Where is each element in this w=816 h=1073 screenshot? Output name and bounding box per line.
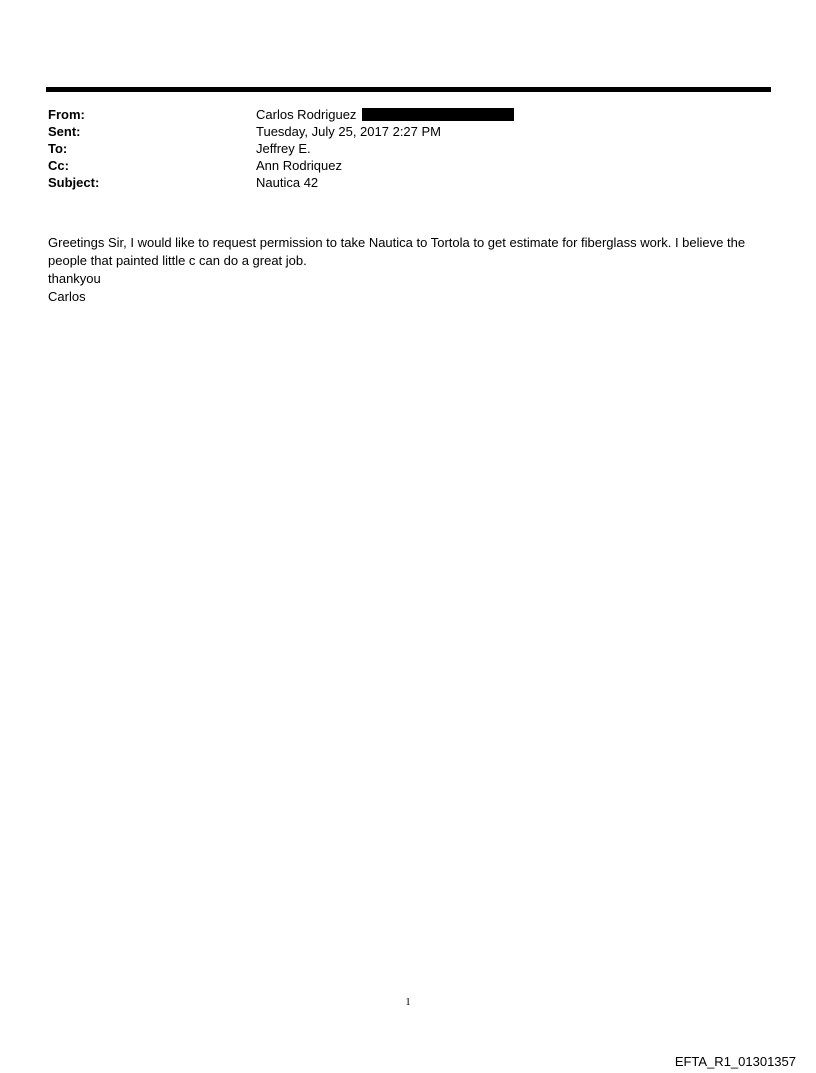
document-id: EFTA_R1_01301357 — [674, 1054, 796, 1069]
body-signature: Carlos — [48, 289, 86, 304]
cc-label: Cc: — [48, 158, 69, 173]
sent-value: Tuesday, July 25, 2017 2:27 PM — [256, 124, 441, 139]
subject-row — [48, 174, 768, 191]
to-value: Jeffrey E. — [256, 141, 311, 156]
body-closing: thankyou — [48, 271, 101, 286]
from-name: Carlos Rodriguez — [256, 107, 357, 122]
email-header — [48, 106, 768, 191]
to-row — [48, 140, 768, 157]
from-row — [48, 106, 768, 123]
email-body — [48, 234, 768, 306]
from-value — [256, 106, 514, 123]
sent-row — [48, 123, 768, 140]
to-label: To: — [48, 141, 68, 156]
subject-label: Subject: — [48, 175, 100, 190]
subject-value: Nautica 42 — [256, 175, 319, 190]
redaction-box — [362, 108, 514, 121]
from-label: From: — [48, 107, 85, 122]
header-divider — [46, 87, 771, 92]
body-paragraph: Greetings Sir, I would like to request permission to take Nautica to Tortola to get estimate for fiberglass work. I believe the people that painted little c can do a great job. — [48, 235, 746, 268]
sent-label: Sent: — [48, 124, 81, 139]
page-number: 1 — [405, 996, 411, 1008]
cc-value: Ann Rodriquez — [256, 158, 342, 173]
cc-row — [48, 157, 768, 174]
